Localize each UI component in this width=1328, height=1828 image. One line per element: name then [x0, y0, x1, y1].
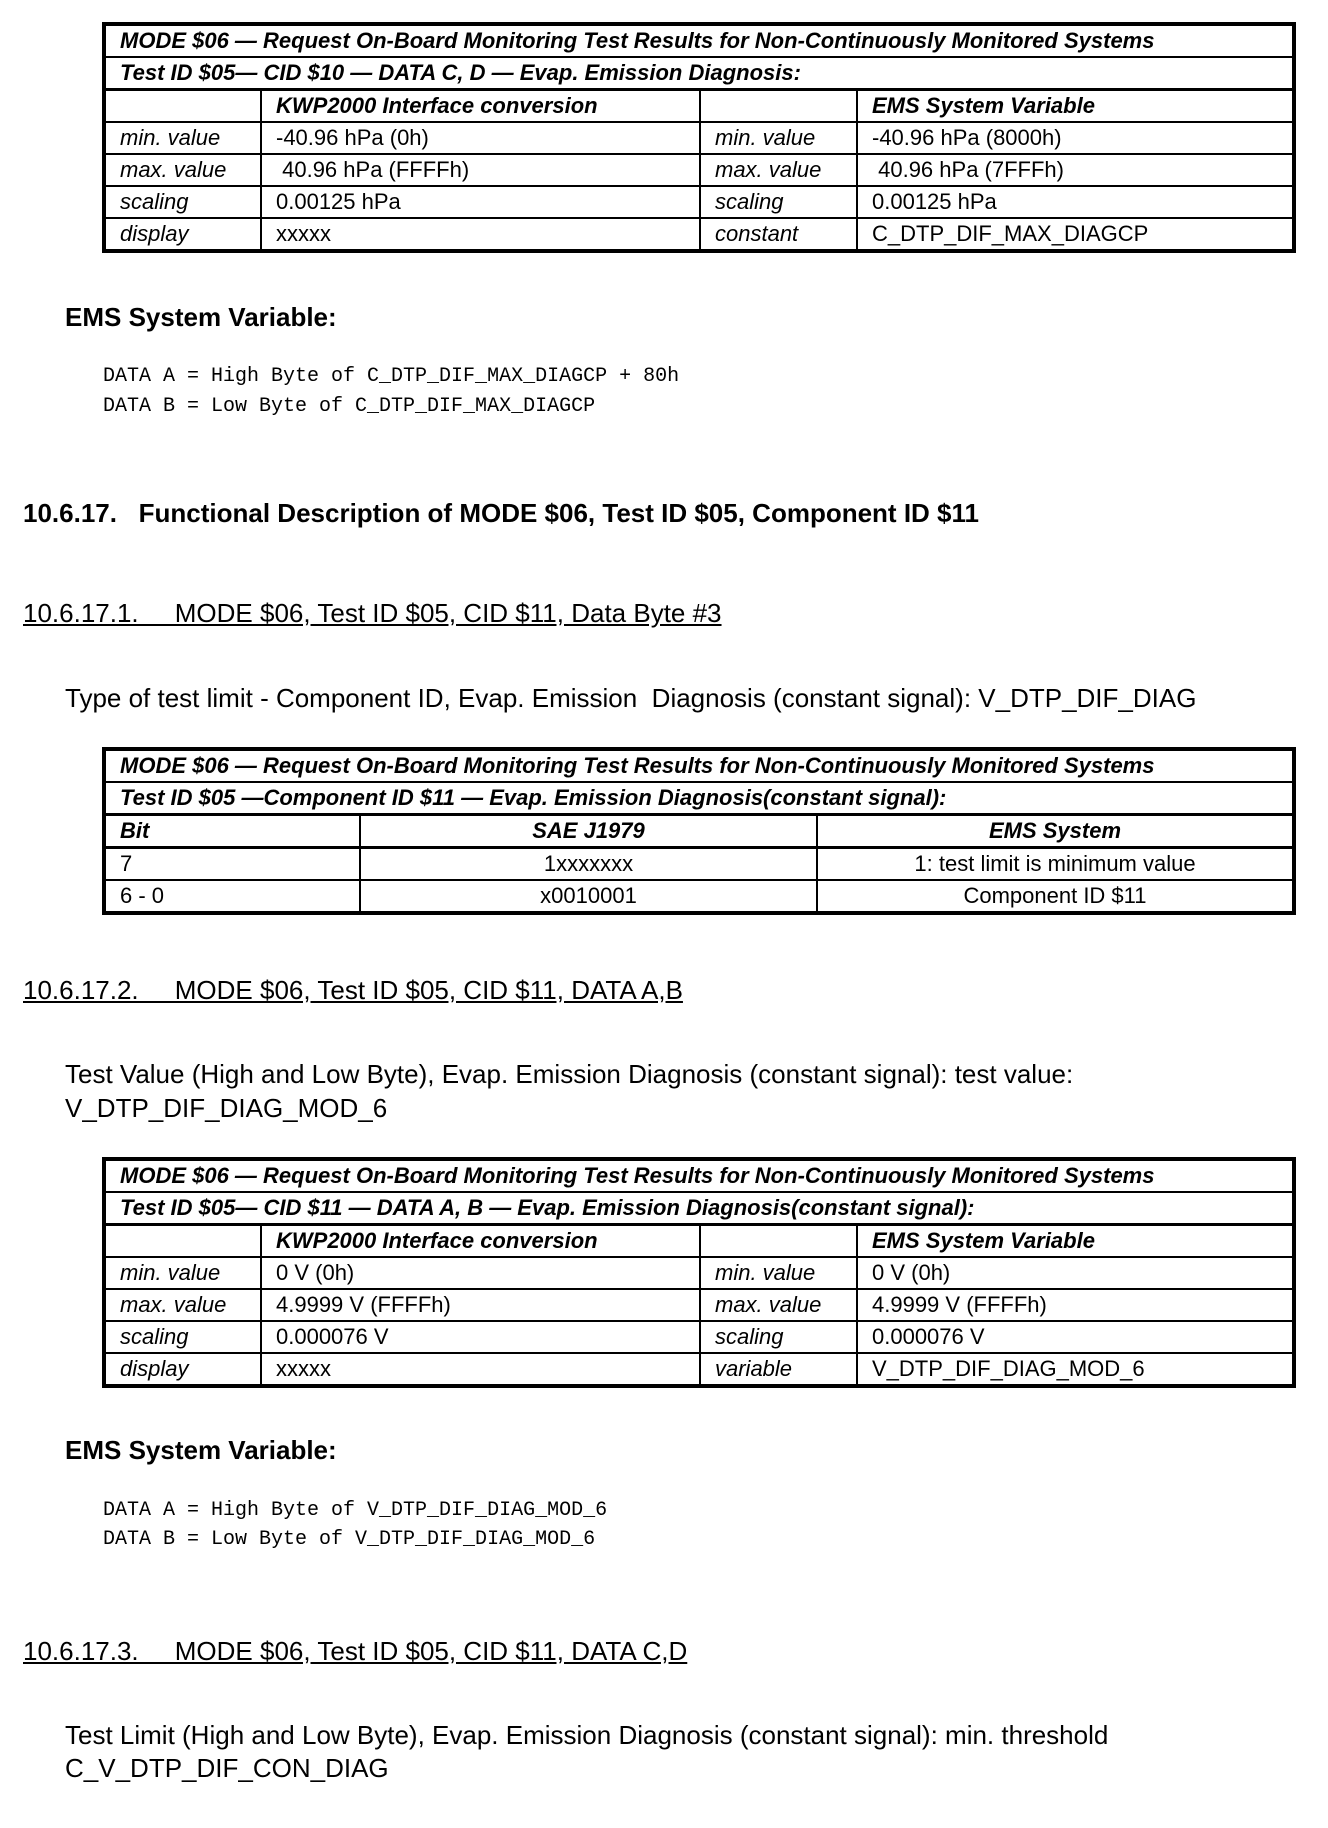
code-line: DATA B = Low Byte of C_DTP_DIF_MAX_DIAGCP: [103, 395, 596, 418]
cell: 1: test limit is minimum value: [817, 848, 1294, 881]
code-line: DATA B = Low Byte of V_DTP_DIF_DIAG_MOD_6: [103, 1528, 596, 1551]
subsection-heading: 10.6.17.2. MODE $06, Test ID $05, CID $11, DATA A,B: [23, 975, 683, 1005]
cell: 6 - 0: [104, 880, 360, 913]
paragraph: V_DTP_DIF_DIAG_MOD_6: [65, 1093, 388, 1123]
column-header: EMS System: [817, 815, 1294, 848]
row-label: min. value: [104, 122, 261, 154]
table-row: [104, 848, 1294, 881]
code-line: DATA A = High Byte of V_DTP_DIF_DIAG_MOD_6: [103, 1499, 608, 1522]
paragraph: Test Value (High and Low Byte), Evap. Emission Diagnosis (constant signal): test value:: [65, 1059, 1074, 1089]
row-label: max. value: [104, 1289, 261, 1321]
table-row: [104, 1289, 1294, 1321]
cell: C_DTP_DIF_MAX_DIAGCP: [857, 218, 1294, 251]
table-title: MODE $06 — Request On-Board Monitoring Test Results for Non-Continuously Monitored Systems: [104, 24, 1294, 57]
row-label: variable: [700, 1353, 857, 1386]
row-label: display: [104, 1353, 261, 1386]
column-header: EMS System Variable: [857, 90, 1294, 123]
cell: 7: [104, 848, 360, 881]
row-label: scaling: [104, 1321, 261, 1353]
column-header: SAE J1979: [360, 815, 817, 848]
row-label: min. value: [700, 122, 857, 154]
cell: 4.9999 V (FFFFh): [261, 1289, 700, 1321]
table-subtitle: Test ID $05— CID $11 — DATA A, B — Evap. Emission Diagnosis(constant signal):: [104, 1192, 1294, 1225]
section-heading: 10.6.17. Functional Description of MODE $06, Test ID $05, Component ID $11: [23, 498, 979, 528]
row-label: max. value: [104, 154, 261, 186]
row-label: min. value: [104, 1257, 261, 1289]
table-row: [104, 1321, 1294, 1353]
cell: 0 V (0h): [857, 1257, 1294, 1289]
row-label: display: [104, 218, 261, 251]
cell: -40.96 hPa (8000h): [857, 122, 1294, 154]
table-row: [104, 154, 1294, 186]
table-row: [104, 1257, 1294, 1289]
table-data-byte-3: [102, 747, 1296, 915]
table-cid11-data-ab: [102, 1157, 1296, 1388]
subsection-heading: 10.6.17.3. MODE $06, Test ID $05, CID $11, DATA C,D: [23, 1636, 688, 1666]
cell: -40.96 hPa (0h): [261, 122, 700, 154]
table-row: [104, 186, 1294, 218]
table-title: MODE $06 — Request On-Board Monitoring Test Results for Non-Continuously Monitored Systems: [104, 749, 1294, 782]
table-row: [104, 1353, 1294, 1386]
row-label: max. value: [700, 154, 857, 186]
paragraph: C_V_DTP_DIF_CON_DIAG: [65, 1753, 389, 1783]
column-header: Bit: [104, 815, 360, 848]
ems-variable-heading: EMS System Variable:: [65, 302, 337, 332]
cell: 40.96 hPa (7FFFh): [857, 154, 1294, 186]
cell: 1xxxxxxx: [360, 848, 817, 881]
row-label: constant: [700, 218, 857, 251]
cell: x0010001: [360, 880, 817, 913]
column-header: KWP2000 Interface conversion: [261, 1225, 700, 1258]
cell: 0.000076 V: [857, 1321, 1294, 1353]
cell: V_DTP_DIF_DIAG_MOD_6: [857, 1353, 1294, 1386]
row-label: scaling: [700, 186, 857, 218]
column-header: KWP2000 Interface conversion: [261, 90, 700, 123]
subsection-heading: 10.6.17.1. MODE $06, Test ID $05, CID $11, Data Byte #3: [23, 598, 722, 628]
cell: 0 V (0h): [261, 1257, 700, 1289]
cell: 0.00125 hPa: [857, 186, 1294, 218]
table-subtitle: Test ID $05 —Component ID $11 — Evap. Emission Diagnosis(constant signal):: [104, 782, 1294, 815]
cell: xxxxx: [261, 1353, 700, 1386]
column-header: EMS System Variable: [857, 1225, 1294, 1258]
row-label: scaling: [104, 186, 261, 218]
row-label: min. value: [700, 1257, 857, 1289]
table-title: MODE $06 — Request On-Board Monitoring Test Results for Non-Continuously Monitored Systems: [104, 1159, 1294, 1192]
row-label: max. value: [700, 1289, 857, 1321]
ems-variable-heading: EMS System Variable:: [65, 1435, 337, 1465]
row-label: scaling: [700, 1321, 857, 1353]
table-row: [104, 218, 1294, 251]
paragraph: Test Limit (High and Low Byte), Evap. Emission Diagnosis (constant signal): min. threshold: [65, 1720, 1109, 1750]
code-line: DATA A = High Byte of C_DTP_DIF_MAX_DIAGCP + 80h: [103, 365, 680, 388]
table-subtitle: Test ID $05— CID $10 — DATA C, D — Evap. Emission Diagnosis:: [104, 57, 1294, 90]
paragraph: Type of test limit - Component ID, Evap. Emission Diagnosis (constant signal): V_DTP_DIF_DIAG: [65, 683, 1197, 713]
cell: Component ID $11: [817, 880, 1294, 913]
table-row: [104, 122, 1294, 154]
cell: xxxxx: [261, 218, 700, 251]
cell: 40.96 hPa (FFFFh): [261, 154, 700, 186]
cell: 4.9999 V (FFFFh): [857, 1289, 1294, 1321]
cell: 0.00125 hPa: [261, 186, 700, 218]
cell: 0.000076 V: [261, 1321, 700, 1353]
table-cid10-data-cd: [102, 22, 1296, 253]
table-row: [104, 880, 1294, 913]
